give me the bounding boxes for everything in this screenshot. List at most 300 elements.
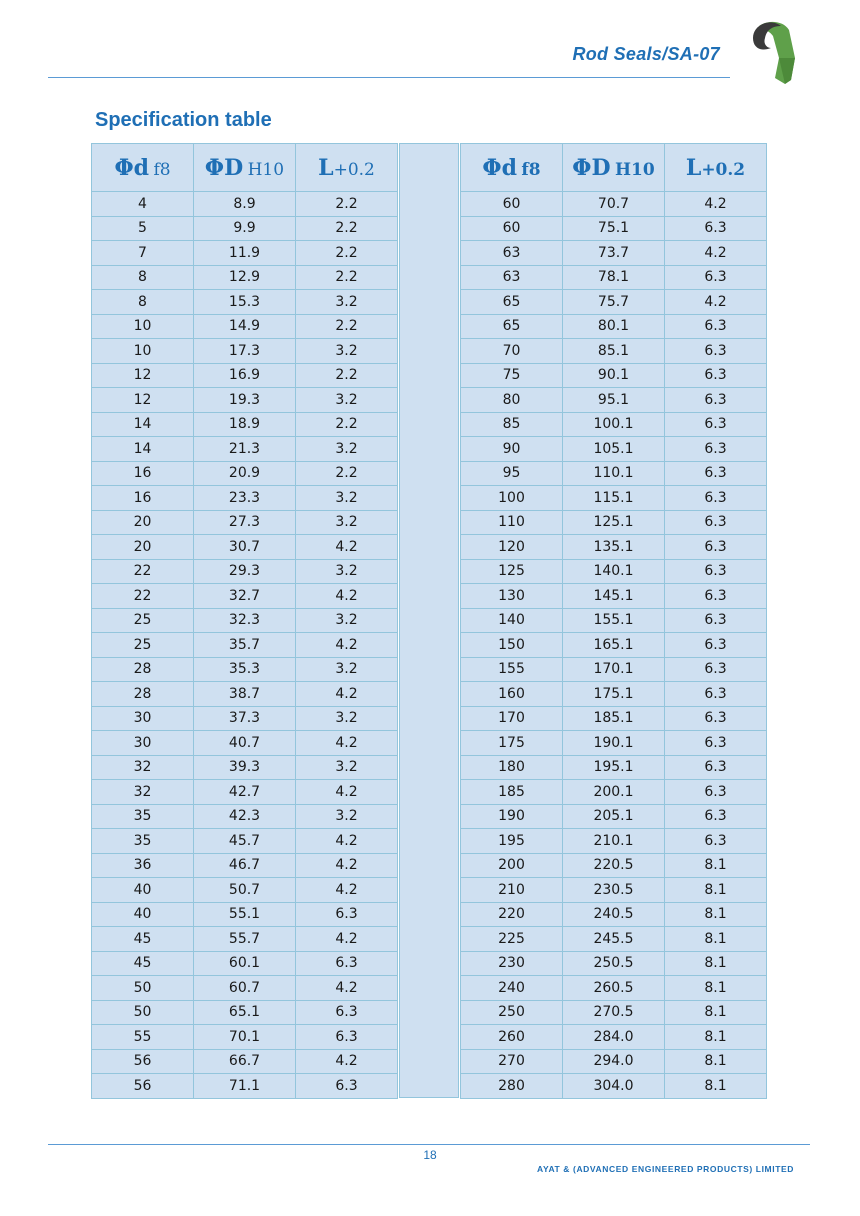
cell-groove-length: 2.2 [296,241,398,266]
table-row [461,804,767,829]
table-row [461,510,767,535]
table-row [461,682,767,707]
cell-groove-diameter: 37.3 [194,706,296,731]
cell-rod-diameter: 55 [92,1025,194,1050]
cell-groove-length: 6.3 [665,780,767,805]
cell-groove-length: 6.3 [665,535,767,560]
column-header-d: Φd f8 [92,144,194,192]
cell-groove-length: 4.2 [296,535,398,560]
table-row [461,363,767,388]
cell-groove-diameter: 185.1 [563,706,665,731]
cell-groove-length: 3.2 [296,657,398,682]
table-row [92,829,398,854]
table-row [461,290,767,315]
table-row [92,388,398,413]
table-row [461,437,767,462]
cell-groove-length: 6.3 [665,584,767,609]
cell-groove-length: 3.2 [296,559,398,584]
cell-groove-diameter: 35.7 [194,633,296,658]
cell-groove-diameter: 60.1 [194,951,296,976]
cell-rod-diameter: 35 [92,804,194,829]
table-row [92,1074,398,1099]
cell-groove-diameter: 35.3 [194,657,296,682]
table-row [461,486,767,511]
cell-rod-diameter: 200 [461,853,563,878]
cell-groove-diameter: 23.3 [194,486,296,511]
cell-groove-diameter: 175.1 [563,682,665,707]
cell-groove-diameter: 18.9 [194,412,296,437]
table-row [92,902,398,927]
table-row [92,633,398,658]
cell-groove-diameter: 75.1 [563,216,665,241]
cell-rod-diameter: 12 [92,363,194,388]
cell-groove-diameter: 12.9 [194,265,296,290]
cell-rod-diameter: 22 [92,559,194,584]
column-header-D: ΦD H10 [194,144,296,192]
cell-groove-diameter: 78.1 [563,265,665,290]
table-row [92,559,398,584]
table-row [461,731,767,756]
cell-rod-diameter: 120 [461,535,563,560]
cell-groove-length: 4.2 [665,241,767,266]
cell-rod-diameter: 240 [461,976,563,1001]
table-row [92,731,398,756]
cell-groove-diameter: 75.7 [563,290,665,315]
cell-groove-length: 6.3 [665,706,767,731]
cell-groove-diameter: 200.1 [563,780,665,805]
cell-rod-diameter: 45 [92,951,194,976]
cell-groove-diameter: 27.3 [194,510,296,535]
cell-rod-diameter: 150 [461,633,563,658]
table-row [92,241,398,266]
cell-groove-length: 4.2 [296,584,398,609]
cell-groove-length: 6.3 [665,608,767,633]
cell-groove-diameter: 240.5 [563,902,665,927]
table-row [92,584,398,609]
table-row [92,878,398,903]
cell-groove-diameter: 135.1 [563,535,665,560]
cell-groove-length: 3.2 [296,290,398,315]
cell-rod-diameter: 95 [461,461,563,486]
cell-groove-diameter: 38.7 [194,682,296,707]
cell-rod-diameter: 25 [92,608,194,633]
cell-groove-length: 4.2 [296,976,398,1001]
cell-groove-length: 6.3 [665,314,767,339]
table-row [92,265,398,290]
cell-groove-diameter: 140.1 [563,559,665,584]
cell-rod-diameter: 56 [92,1049,194,1074]
cell-groove-diameter: 50.7 [194,878,296,903]
table-row [461,755,767,780]
cell-groove-diameter: 260.5 [563,976,665,1001]
cell-groove-length: 6.3 [296,1074,398,1099]
cell-rod-diameter: 14 [92,437,194,462]
cell-groove-length: 8.1 [665,976,767,1001]
cell-groove-length: 4.2 [296,829,398,854]
cell-groove-length: 6.3 [665,829,767,854]
cell-groove-diameter: 230.5 [563,878,665,903]
table-gap-column [399,143,459,1098]
cell-groove-diameter: 32.3 [194,608,296,633]
cell-rod-diameter: 210 [461,878,563,903]
cell-groove-diameter: 80.1 [563,314,665,339]
cell-rod-diameter: 225 [461,927,563,952]
cell-rod-diameter: 175 [461,731,563,756]
table-row [92,216,398,241]
cell-groove-length: 6.3 [665,216,767,241]
cell-groove-length: 3.2 [296,755,398,780]
table-row [461,1025,767,1050]
table-row [461,216,767,241]
cell-groove-diameter: 66.7 [194,1049,296,1074]
cell-groove-diameter: 100.1 [563,412,665,437]
cell-groove-length: 6.3 [665,633,767,658]
cell-groove-length: 2.2 [296,192,398,217]
table-row [92,976,398,1001]
cell-rod-diameter: 195 [461,829,563,854]
cell-groove-length: 4.2 [296,780,398,805]
cell-groove-length: 8.1 [665,1025,767,1050]
cell-groove-diameter: 30.7 [194,535,296,560]
cell-groove-length: 6.3 [665,437,767,462]
cell-rod-diameter: 40 [92,878,194,903]
cell-groove-diameter: 45.7 [194,829,296,854]
cell-groove-length: 6.3 [665,657,767,682]
cell-groove-diameter: 70.7 [563,192,665,217]
cell-rod-diameter: 7 [92,241,194,266]
cell-rod-diameter: 230 [461,951,563,976]
cell-groove-length: 8.1 [665,1074,767,1099]
cell-groove-length: 8.1 [665,853,767,878]
table-row [461,657,767,682]
table-row [92,314,398,339]
table-row [92,951,398,976]
table-row [92,339,398,364]
cell-groove-length: 4.2 [296,682,398,707]
table-row [92,755,398,780]
cell-groove-length: 2.2 [296,363,398,388]
cell-groove-length: 8.1 [665,927,767,952]
cell-groove-length: 2.2 [296,216,398,241]
cell-groove-length: 6.3 [665,388,767,413]
table-row [461,559,767,584]
cell-rod-diameter: 28 [92,657,194,682]
table-row [461,1000,767,1025]
cell-groove-diameter: 21.3 [194,437,296,462]
table-row [461,1049,767,1074]
cell-rod-diameter: 30 [92,706,194,731]
cell-groove-length: 6.3 [665,461,767,486]
cell-groove-diameter: 284.0 [563,1025,665,1050]
cell-groove-diameter: 294.0 [563,1049,665,1074]
cell-rod-diameter: 60 [461,216,563,241]
table-row [92,608,398,633]
table-row [92,804,398,829]
cell-groove-diameter: 11.9 [194,241,296,266]
table-row [461,706,767,731]
cell-groove-length: 3.2 [296,437,398,462]
rod-seal-icon [745,18,805,90]
cell-groove-length: 8.1 [665,951,767,976]
cell-rod-diameter: 36 [92,853,194,878]
table-row [461,412,767,437]
cell-groove-length: 6.3 [665,755,767,780]
cell-groove-diameter: 39.3 [194,755,296,780]
cell-groove-length: 4.2 [296,731,398,756]
cell-rod-diameter: 155 [461,657,563,682]
footer-divider [48,1144,810,1145]
cell-rod-diameter: 125 [461,559,563,584]
cell-groove-length: 3.2 [296,804,398,829]
cell-rod-diameter: 65 [461,314,563,339]
table-row [92,657,398,682]
table-row [461,780,767,805]
cell-rod-diameter: 28 [92,682,194,707]
table-row [461,878,767,903]
cell-rod-diameter: 20 [92,510,194,535]
cell-groove-diameter: 8.9 [194,192,296,217]
cell-groove-length: 4.2 [296,853,398,878]
table-row [92,1049,398,1074]
cell-rod-diameter: 16 [92,461,194,486]
cell-groove-diameter: 165.1 [563,633,665,658]
cell-groove-diameter: 190.1 [563,731,665,756]
cell-groove-diameter: 95.1 [563,388,665,413]
table-row [461,265,767,290]
table-row [461,608,767,633]
table-row [461,461,767,486]
cell-rod-diameter: 20 [92,535,194,560]
cell-groove-diameter: 70.1 [194,1025,296,1050]
cell-rod-diameter: 10 [92,314,194,339]
table-row [461,388,767,413]
table-row [461,1074,767,1099]
cell-rod-diameter: 100 [461,486,563,511]
cell-rod-diameter: 85 [461,412,563,437]
cell-rod-diameter: 12 [92,388,194,413]
cell-rod-diameter: 280 [461,1074,563,1099]
table-row [92,1025,398,1050]
cell-groove-length: 6.3 [665,559,767,584]
table-row [92,290,398,315]
cell-rod-diameter: 220 [461,902,563,927]
cell-rod-diameter: 70 [461,339,563,364]
cell-groove-length: 6.3 [296,1000,398,1025]
cell-rod-diameter: 60 [461,192,563,217]
table-row [92,437,398,462]
cell-groove-diameter: 170.1 [563,657,665,682]
cell-groove-length: 6.3 [665,804,767,829]
cell-groove-diameter: 195.1 [563,755,665,780]
cell-rod-diameter: 45 [92,927,194,952]
cell-groove-diameter: 304.0 [563,1074,665,1099]
cell-groove-length: 4.2 [665,192,767,217]
cell-groove-length: 6.3 [665,412,767,437]
table-row [461,192,767,217]
section-title: Specification table [95,109,272,131]
cell-rod-diameter: 140 [461,608,563,633]
cell-groove-diameter: 29.3 [194,559,296,584]
cell-groove-diameter: 16.9 [194,363,296,388]
cell-rod-diameter: 40 [92,902,194,927]
table-row [461,339,767,364]
cell-rod-diameter: 14 [92,412,194,437]
cell-groove-diameter: 19.3 [194,388,296,413]
column-header-d: Φd f8 [461,144,563,192]
cell-rod-diameter: 260 [461,1025,563,1050]
table-row [92,853,398,878]
cell-groove-diameter: 32.7 [194,584,296,609]
cell-groove-diameter: 42.3 [194,804,296,829]
cell-groove-diameter: 55.1 [194,902,296,927]
cell-groove-length: 8.1 [665,1049,767,1074]
table-row [461,951,767,976]
cell-groove-diameter: 115.1 [563,486,665,511]
cell-groove-length: 6.3 [665,486,767,511]
cell-groove-diameter: 85.1 [563,339,665,364]
page-header-title: Rod Seals/SA-07 [572,44,720,64]
cell-rod-diameter: 32 [92,780,194,805]
cell-groove-length: 3.2 [296,339,398,364]
table-row [92,706,398,731]
page-number: 18 [423,1148,437,1162]
cell-groove-diameter: 46.7 [194,853,296,878]
cell-groove-length: 6.3 [665,682,767,707]
cell-rod-diameter: 30 [92,731,194,756]
cell-groove-length: 6.3 [296,1025,398,1050]
cell-groove-length: 4.2 [296,927,398,952]
cell-groove-length: 8.1 [665,902,767,927]
cell-groove-length: 4.2 [296,633,398,658]
cell-groove-length: 3.2 [296,706,398,731]
cell-rod-diameter: 170 [461,706,563,731]
cell-groove-length: 4.2 [296,878,398,903]
cell-groove-length: 3.2 [296,388,398,413]
cell-rod-diameter: 80 [461,388,563,413]
cell-rod-diameter: 190 [461,804,563,829]
cell-rod-diameter: 8 [92,290,194,315]
cell-groove-length: 8.1 [665,878,767,903]
cell-groove-diameter: 270.5 [563,1000,665,1025]
column-header-L: L+0.2 [296,144,398,192]
cell-groove-length: 6.3 [665,265,767,290]
table-row [92,486,398,511]
table-row [461,829,767,854]
company-name: AYAT & (ADVANCED ENGINEERED PRODUCTS) LIMITED [537,1164,794,1174]
cell-groove-length: 2.2 [296,265,398,290]
cell-rod-diameter: 25 [92,633,194,658]
cell-groove-diameter: 125.1 [563,510,665,535]
table-row [461,314,767,339]
cell-rod-diameter: 110 [461,510,563,535]
cell-rod-diameter: 270 [461,1049,563,1074]
cell-rod-diameter: 10 [92,339,194,364]
cell-rod-diameter: 35 [92,829,194,854]
cell-rod-diameter: 130 [461,584,563,609]
cell-rod-diameter: 63 [461,265,563,290]
cell-groove-length: 6.3 [665,363,767,388]
column-header-D: ΦD H10 [563,144,665,192]
table-row [461,584,767,609]
cell-rod-diameter: 4 [92,192,194,217]
table-row [92,510,398,535]
cell-groove-length: 4.2 [296,1049,398,1074]
table-row [461,633,767,658]
cell-groove-length: 6.3 [296,951,398,976]
cell-rod-diameter: 8 [92,265,194,290]
cell-rod-diameter: 32 [92,755,194,780]
cell-rod-diameter: 50 [92,1000,194,1025]
table-row [461,241,767,266]
cell-groove-diameter: 15.3 [194,290,296,315]
cell-groove-length: 8.1 [665,1000,767,1025]
table-row [461,976,767,1001]
cell-rod-diameter: 75 [461,363,563,388]
cell-groove-length: 4.2 [665,290,767,315]
cell-groove-diameter: 220.5 [563,853,665,878]
table-row [92,363,398,388]
cell-groove-diameter: 9.9 [194,216,296,241]
table-row [92,682,398,707]
cell-groove-diameter: 73.7 [563,241,665,266]
cell-groove-length: 2.2 [296,314,398,339]
cell-rod-diameter: 250 [461,1000,563,1025]
cell-groove-diameter: 55.7 [194,927,296,952]
table-row [92,535,398,560]
cell-groove-diameter: 110.1 [563,461,665,486]
column-header-L: L+0.2 [665,144,767,192]
cell-rod-diameter: 16 [92,486,194,511]
cell-groove-length: 2.2 [296,412,398,437]
table-row [92,780,398,805]
cell-groove-length: 3.2 [296,510,398,535]
cell-rod-diameter: 5 [92,216,194,241]
cell-rod-diameter: 90 [461,437,563,462]
cell-groove-diameter: 40.7 [194,731,296,756]
table-row [92,412,398,437]
cell-groove-diameter: 60.7 [194,976,296,1001]
cell-rod-diameter: 185 [461,780,563,805]
table-row [461,927,767,952]
table-row [92,1000,398,1025]
cell-groove-diameter: 90.1 [563,363,665,388]
cell-groove-diameter: 105.1 [563,437,665,462]
table-row [461,853,767,878]
spec-table-right [460,143,767,1099]
cell-rod-diameter: 56 [92,1074,194,1099]
cell-groove-length: 6.3 [665,510,767,535]
cell-groove-diameter: 14.9 [194,314,296,339]
cell-groove-diameter: 42.7 [194,780,296,805]
table-row [92,927,398,952]
table-row [92,461,398,486]
cell-rod-diameter: 65 [461,290,563,315]
cell-rod-diameter: 180 [461,755,563,780]
cell-groove-length: 3.2 [296,608,398,633]
table-row [92,192,398,217]
spec-table-left [91,143,398,1099]
cell-groove-length: 3.2 [296,486,398,511]
cell-groove-diameter: 245.5 [563,927,665,952]
cell-groove-diameter: 210.1 [563,829,665,854]
cell-rod-diameter: 63 [461,241,563,266]
cell-groove-diameter: 155.1 [563,608,665,633]
cell-groove-diameter: 145.1 [563,584,665,609]
cell-groove-diameter: 205.1 [563,804,665,829]
cell-rod-diameter: 160 [461,682,563,707]
cell-groove-length: 6.3 [665,731,767,756]
cell-groove-diameter: 17.3 [194,339,296,364]
